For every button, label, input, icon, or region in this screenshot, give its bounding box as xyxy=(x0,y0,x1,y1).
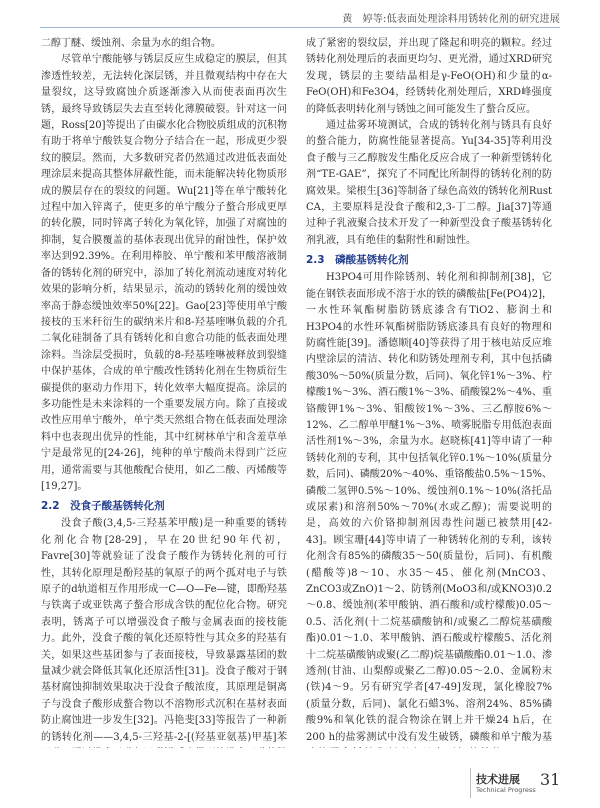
footer-journal-name: 技术进展 xyxy=(476,773,520,786)
page-number: 31 xyxy=(540,770,561,789)
right-column xyxy=(306,36,552,748)
paragraph: 成了紧密的裂纹层，并出现了隆起和明亮的颗粒。经过锈转化剂处理后的表面更均匀、更光滑，通过XRD研究发现，锈层的主要结晶相是γ-FeO(OH)和少量的α-FeO(OH)和Fe3O4，经锈转化剂处理后，XRD峰强度的降低表明转化剂与锈蚀之间可能发生了螯合反应。 xyxy=(306,38,552,115)
paragraph: H3PO4可用作除锈剂、转化剂和抑制剂[38]，它能在钢铁表面形成不溶于水的铁的磷酸盐[Fe(PO4)2]，一水性环氧酯树脂防锈底漆含有TiO2、膨润土和H3PO4的水性环氧酯树脂防锈底漆具有良好的物理和防腐性能[39]。潘德顺[40]等获得了用于核电站反应堆内壁涂层的清洁、转化和防锈处理剂专利，其中包括磷酸30%～50%(质量分数，后同)、氧化锌1%～3%、柠檬酸1%～3%、酒石酸1%～3%、硝酸镍2%～4%、重铬酸钾1%～3%、钼酸铵1%～3%、三乙醇胺6%～12%、乙二醇单甲醚1%～3%、喷雾脱脂专用低泡表面活性剂1%～3%，余量为水。赵晓栋[41]等申请了一种锈转化剂的专利，其中包括氧化锌0.1%～10%(质量分数，后同)、磷酸20%～40%、重铬酸盐0.5%～15%、磷酸二氢钾0.5%～10%、缓蚀剂0.1%～10%(洛托品或尿素)和溶剂50%～70%(水或乙醇)；需要说明的是，高效的六价铬抑制剂因毒性问题已被禁用[42-43]。顾宝珊[44]等申请了一种锈转化剂的专利，该转化剂含有85%的磷酸35～50(质量份，后同)、有机酸(醋酸等)8～10、水35～45、催化剂(MnCO3、ZnCO3或ZnO)1～2、防锈剂(MoO3和/或KNO3)0.2～0.8、缓蚀剂(苯甲酸钠、酒石酸和/或柠檬酸)0.05～0.5、活化剂(十二烷基磺酸钠和/或聚乙二醇烷基磺酸酯)0.01～1.0、苯甲酸钠、酒石酸或柠檬酸5、活化剂十二烷基磺酸钠或聚(乙二醇)烷基磺酸酯0.01～1.0、渗透剂(甘油、山梨醇或聚乙二醇)0.05～2.0、金属粉末(铁)4～9。另有研究学者[47-49]发现，氯化橡胶7%(质量分数，后同)、氯化石蜡3%、溶剂24%、85%磷酸9%和氧化铁的混合物涂在钢上并干燥24 h后，在200 h的盐雾测试中没有发生破锈，磷酸和单宁酸为基 xyxy=(306,272,552,743)
running-header-text: 黄 婷等:低表面处理涂料用锈转化剂的研究进展 xyxy=(342,14,560,25)
footer-journal-name-en: Technical Progress xyxy=(476,786,536,794)
paragraph: 通过盐雾环境测试，合成的锈转化剂与锈具有良好的螯合能力，防腐性能显著提高。Yu[34-35]等利用没食子酸与三乙醇胺发生酯化反应合成了一种新型锈转化剂“TE-GAE”，探究了不同配比所制得的锈转化剂的防腐效果。梁根生[36]等制备了绿色高效的锈转化剂Rust CA，主要原料是没食子酸和2,3-丁二醇。Jia[37]等通过种子乳液聚合技术开发了一种新型没食子酸基锈转化剂乳液，具有绝佳的黏附性和耐蚀性。 xyxy=(306,120,552,246)
section-heading: 2.2 没食子酸基锈转化剂 xyxy=(41,500,165,513)
paragraph: 没食子酸(3,4,5-三羟基苯甲酸)是一种重要的锈转化剂化合物[28-29]，早在20世纪90年代初，Favre[30]等就验证了没食子酸作为锈转化剂的可行性，其转化原理是酚羟基的氧原子的两个孤对电子与铁原子的d轨道相互作用形成一C—O—Fe—键，即酚羟基与铁离子或亚铁离子螯合形成含铁的配位化合物。研究表明，锈离子可以增强没食子酸与金属表面的接枝能力。此外，没食子酸的氧化还原特性与其众多的羟基有关，如果这些基团参与了表面接枝，导致暴露基团的数量减少就会降低其氧化还原活性[31]。没食子酸对于钢基材腐蚀抑制效果取决于没食子酸浓度，其原理是铜离子与没食子酸形成螯合物以不溶物形式沉积在基材表面防止腐蚀进一步发生[32]。冯艳斐[33]等报告了一种新的锈转化剂——3,4,5-三羟基-2-[(羟基亚氨基)甲基]苯 xyxy=(41,518,287,743)
paragraph: 二醇丁醚、缓蚀剂、余量为水的组合物。 xyxy=(41,38,221,49)
header-rule xyxy=(40,27,560,28)
left-column xyxy=(41,36,287,748)
section-heading: 2.3 磷酸基锈转化剂 xyxy=(306,254,409,267)
running-header xyxy=(0,0,600,40)
paragraph: 尽管单宁酸能够与锈层反应生成稳定的膜层，但其渗透性较差，无法转化深层锈，并且微观结构中存在大量裂纹，这导致腐蚀介质逐渐渗入从而使表面再次生锈，最终导致锈层失去直至转化薄膜破裂。针对这一问题，Ross[20]等提出了由碳水化合物胶质组成的沉积物有助于将单宁酸铁复合物分子结合在一起，形成更少裂纹的膜层。然而，大多数研究者仍然通过改进低表面处理涂层来提高其整体屏蔽性能，而未能解决转化物质形成的膜层存在的裂纹的问题。Wu[21]等在单宁酸转化过程中加入锌离子，使更多的单宁酸分子螯合形成更厚的转化膜，同时锌离子转化为氧化锌，加强了对腐蚀的抑制，复合膜覆盖的基体表现出优异的耐蚀性，保护效率达到92.39%。在利用棒胶、单宁酸和苯甲酸溶液制备的锈转化剂的研究中，添加了转化剂流动速度对转化效果的影响分析，结果显示，流动的锈转化剂的缓蚀效率高于静态缓蚀效率50%[22]。Gao[23]等使用单宁酸接枝的玉米秆衍生的碳纳米片和8-羟基喹啉负载的介孔二氧化硅制备了具有锈转化和自愈合功能的低表面处理涂料。当涂层受损时，负载的8-羟基喹啉被释放到裂缝中保护基体，合成的单宁酸改性锈转化剂在生物质衍生碳提供的驱动力作用下，转化效率大幅度提高。涂层的多功能性是未来涂料的一个重要发展方向。除了直接或改性应用单宁酸外，单宁类天然组合物在低表面处理涂料中也表现出优异的性能，其中红树林单宁和含羞草单宁是最常见的[24-26]，纯种的单宁酸尚未得到广泛应用，通常需要与其他酸配合使用，如乙二酸、丙烯酸等[19,27]。 xyxy=(41,54,287,492)
